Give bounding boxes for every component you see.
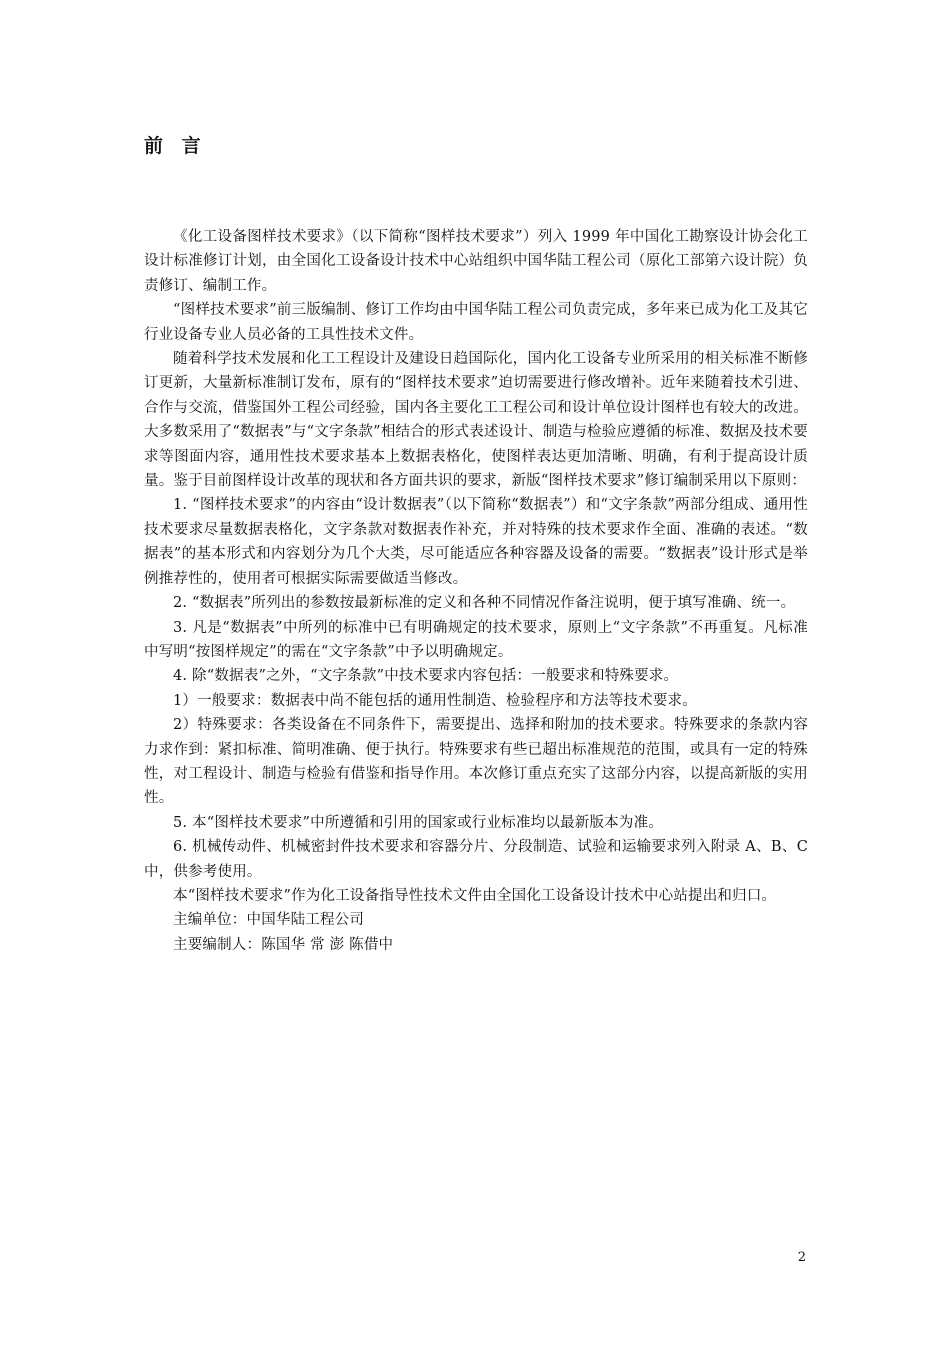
page-number: 2 <box>797 1250 806 1265</box>
paragraph-special-requirements: 2）特殊要求：各类设备在不同条件下，需要提出、选择和附加的技术要求。特殊要求的条款内容力求作到：紧扣标准、简明准确、便于执行。特殊要求有些已超出标准规范的范围，或具有一定的特殊性，对工程设计、制造与检验有借鉴和指导作用。本次修订重点充实了这部分内容，以提高新版的实用性。 <box>144 717 808 807</box>
paragraph-principle-1: 1. “图样技术要求”的内容由“设计数据表”（以下简称“数据表”）和“文字条款”两部分组成、通用性技术要求尽量数据表格化，文字条款对数据表作补充，并对特殊的技术要求作全面、准确的表述。“数据表”的基本形式和内容划分为几个大类，尽可能适应各种容器及设备的需要。“数据表”设计形式是举例推荐性的，使用者可根据实际需要做适当修改。 <box>144 497 808 587</box>
paragraph-principle-3: 3. 凡是“数据表”中所列的标准中已有明确规定的技术要求，原则上“文字条款”不再重复。凡标准中写明“按图样规定”的需在“文字条款”中予以明确规定。 <box>144 619 808 660</box>
paragraph-principle-6: 6. 机械传动件、机械密封件技术要求和容器分片、分段制造、试验和运输要求列入附录 A、B、C 中，供参考使用。 <box>144 839 808 880</box>
paragraph-ownership: 本“图样技术要求”作为化工设备指导性技术文件由全国化工设备设计技术中心站提出和归口。 <box>173 887 777 904</box>
paragraph-intro: 《化工设备图样技术要求》（以下简称“图样技术要求”）列入 1999 年中国化工勘察设计协会化工设计标准修订计划，由全国化工设备设计技术中心站组织中国华陆工程公司（原化工部第六设计院）负责修订、编制工作。 <box>144 229 808 294</box>
paragraph-principle-4: 4. 除“数据表”之外，“文字条款”中技术要求内容包括：一般要求和特殊要求。 <box>173 668 679 685</box>
paragraph-background: 随着科学技术发展和化工工程设计及建设日趋国际化，国内化工设备专业所采用的相关标准不断修订更新，大量新标准制订发布，原有的“图样技术要求”迫切需要进行修改增补。近年来随着技术引进、合作与交流，借鉴国外工程公司经验，国内各主要化工工程公司和设计单位设计图样也有较大的改进。大多数采用了“数据表”与“文字条款”相结合的形式表述设计、制造与检验应遵循的标准、数据及技术要求等图面内容，通用性技术要求基本上数据表格化，使图样表达更加清晰、明确，有利于提高设计质量。鉴于目前图样设计改革的现状和各方面共识的要求，新版“图样技术要求”修订编制采用以下原则： <box>144 351 808 490</box>
paragraph-general-requirements: 1）一般要求：数据表中尚不能包括的通用性制造、检验程序和方法等技术要求。 <box>173 692 697 709</box>
paragraph-main-editors: 主要编制人：陈国华 常 澎 陈借中 <box>173 936 394 953</box>
paragraph-history: “图样技术要求”前三版编制、修订工作均由中国华陆工程公司负责完成，多年来已成为化工及其它行业设备专业人员必备的工具性技术文件。 <box>144 302 808 343</box>
paragraph-chief-editor-unit: 主编单位：中国华陆工程公司 <box>173 912 365 929</box>
preface-body <box>144 225 808 957</box>
page-title: 前 言 <box>144 135 207 157</box>
paragraph-principle-5: 5. 本“图样技术要求”中所遵循和引用的国家或行业标准均以最新版本为准。 <box>173 814 663 831</box>
paragraph-principle-2: 2. “数据表”所列出的参数按最新标准的定义和各种不同情况作备注说明，便于填写准确、统一。 <box>173 595 796 612</box>
